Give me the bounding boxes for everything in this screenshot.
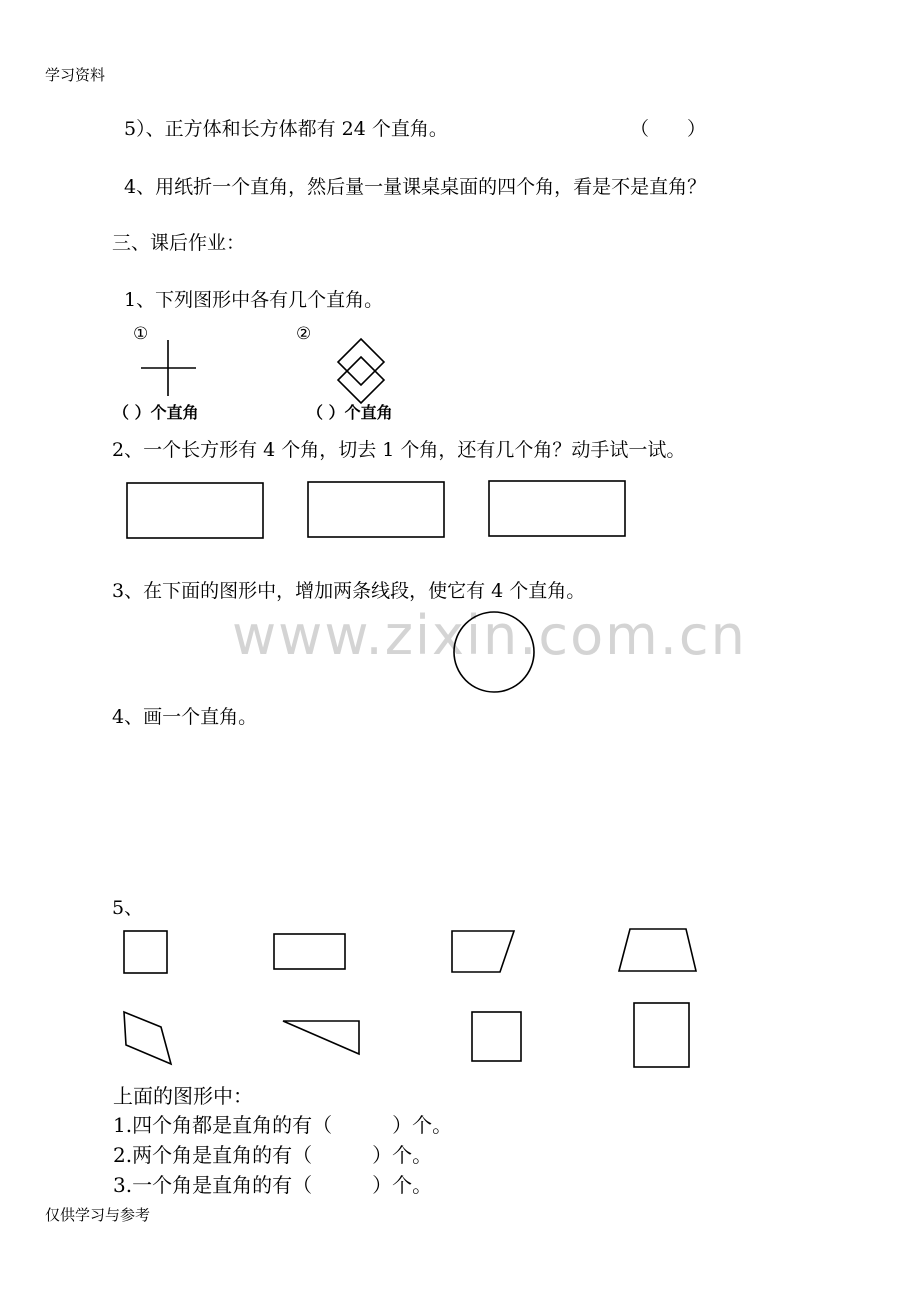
q4-text: 4、画一个直角。 bbox=[112, 706, 258, 728]
rectangle-3 bbox=[489, 481, 625, 536]
fig2-marker: ② bbox=[296, 324, 312, 344]
shape-parallelogram bbox=[124, 1012, 171, 1064]
shape-right-trapezoid bbox=[452, 931, 514, 972]
rectangle-2 bbox=[308, 482, 444, 537]
shape-rectangle bbox=[274, 934, 345, 969]
q2-text: 2、一个长方形有 4 个角，切去 1 个角，还有几个角？动手试一试。 bbox=[112, 439, 686, 461]
q5-line-1: 1.四个角都是直角的有（ ）个。 bbox=[113, 1113, 453, 1137]
section3-title: 三、课后作业： bbox=[112, 232, 246, 254]
fig1-answer-blank: （ ）个直角 bbox=[113, 403, 199, 422]
q1-text: 1、下列图形中各有几个直角。 bbox=[124, 289, 384, 311]
shape-trapezoid bbox=[619, 929, 696, 971]
shape-rectangle-tall bbox=[634, 1003, 689, 1067]
item4-instruction: 4、用纸折一个直角，然后量一量课桌桌面的四个角，看是不是直角？ bbox=[124, 176, 707, 198]
shape-square-small bbox=[124, 931, 167, 973]
overlapping-diamonds-figure bbox=[338, 339, 384, 403]
rectangle-1 bbox=[127, 483, 263, 538]
shape-right-triangle bbox=[283, 1021, 359, 1054]
q5-label: 5、 bbox=[112, 897, 144, 919]
shape-square-medium bbox=[472, 1012, 521, 1061]
q5-lead: 上面的图形中： bbox=[113, 1084, 253, 1108]
fig1-marker: ① bbox=[133, 324, 149, 344]
item5-answer-blank: （ ） bbox=[630, 118, 707, 140]
item5-statement: 5）、正方体和长方体都有 24 个直角。 bbox=[124, 118, 448, 140]
header-label: 学习资料 bbox=[45, 66, 106, 84]
q5-line-2: 2.两个角是直角的有（ ）个。 bbox=[113, 1143, 433, 1167]
cross-figure bbox=[141, 340, 196, 396]
circle-figure bbox=[454, 612, 534, 692]
watermark-text: www.zixin.com.cn bbox=[232, 604, 747, 667]
fig2-answer-blank: （ ）个直角 bbox=[307, 403, 393, 422]
footer-label: 仅供学习与参考 bbox=[45, 1206, 151, 1224]
q3-text: 3、在下面的图形中，增加两条线段，使它有 4 个直角。 bbox=[112, 580, 586, 602]
q5-line-3: 3.一个角是直角的有（ ）个。 bbox=[113, 1173, 433, 1197]
